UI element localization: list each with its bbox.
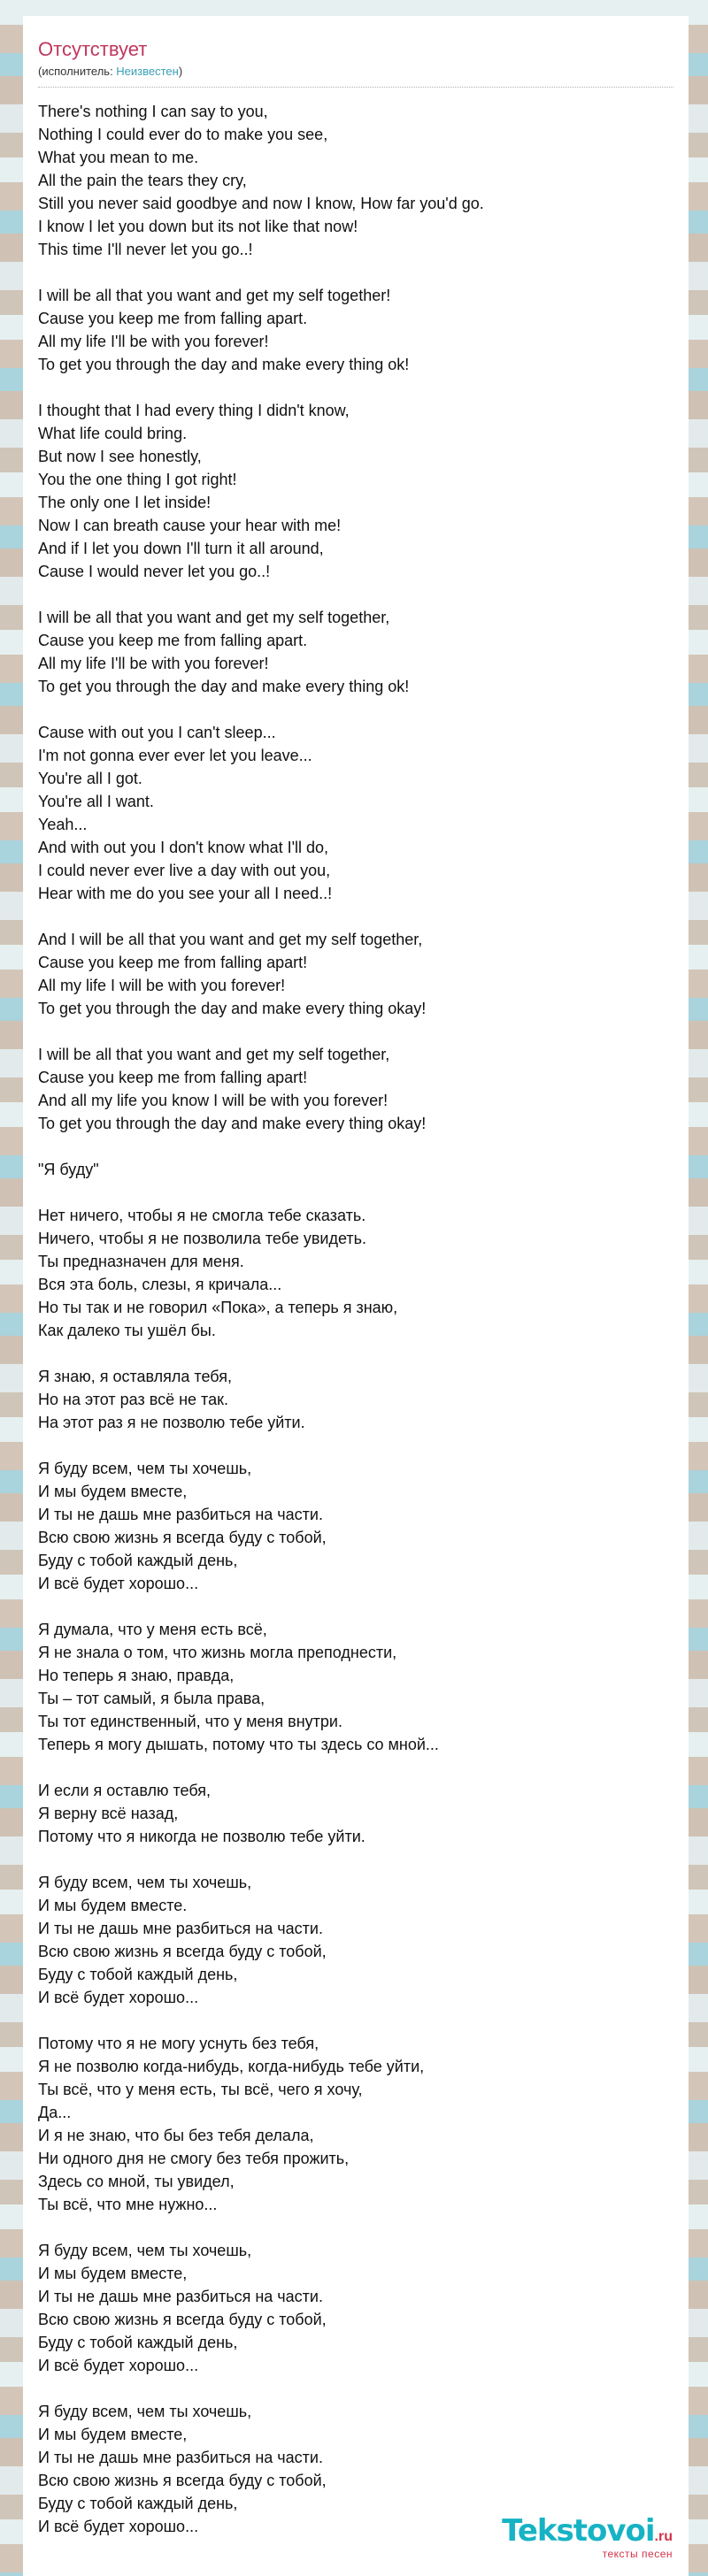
lyric-line: And all my life you know I will be with you forever! [38, 1092, 389, 1109]
lyric-line: Нет ничего, чтобы я не смогла тебе сказать. [38, 1207, 366, 1224]
logo-wordmark [502, 2513, 673, 2549]
lyric-line: Я буду всем, чем ты хочешь, [38, 2242, 252, 2259]
lyric-line: Ни одного дня не смогу без тебя прожить, [38, 2150, 350, 2167]
lyrics-body [38, 100, 673, 2538]
lyric-line [38, 1135, 673, 1158]
lyric-line: Теперь я могу дышать, потому что ты здесь со мной... [38, 1736, 439, 1753]
lyric-line [38, 1181, 673, 1204]
lyric-line: Я не позволю когда-нибудь, когда-нибудь тебе уйти, [38, 2058, 425, 2075]
artist-line [38, 64, 673, 88]
lyric-line: И всё будет хорошо... [38, 2357, 199, 2374]
lyric-line: И мы будем вместе. [38, 1897, 188, 1914]
lyric-line: И ты не дашь мне разбиться на части. [38, 2449, 323, 2466]
lyric-line: Всю свою жизнь я всегда буду с тобой, [38, 1529, 327, 1546]
lyric-line: To get you through the day and make every thing okay! [38, 1000, 427, 1017]
lyric-line: Ты предназначен для меня. [38, 1253, 244, 1270]
lyric-line: Вся эта боль, слезы, я кричала... [38, 1276, 282, 1293]
lyric-line: Потому что я никогда не позволю тебе уйти. [38, 1828, 366, 1845]
lyric-line [38, 261, 673, 284]
lyric-line: Но теперь я знаю, правда, [38, 1667, 235, 1684]
lyric-line: Nothing I could ever do to make you see, [38, 126, 328, 143]
logo-tld: .ru [654, 2529, 673, 2544]
lyric-line: To get you through the day and make every thing ok! [38, 678, 410, 695]
lyrics-sheet [23, 16, 689, 2576]
lyric-line: All my life I'll be with you forever! [38, 333, 269, 350]
lyric-line: I could never ever live a day with out you, [38, 862, 331, 879]
lyric-line [38, 2009, 673, 2032]
lyric-line: I will be all that you want and get my self together, [38, 1046, 390, 1063]
lyric-line: Cause you keep me from falling apart! [38, 1069, 308, 1086]
lyric-line: И я не знаю, что бы без тебя делала, [38, 2127, 314, 2144]
lyric-line: И ты не дашь мне разбиться на части. [38, 1920, 323, 1937]
lyric-line: Я знаю, я оставляла тебя, [38, 1368, 232, 1385]
lyric-line: Ничего, чтобы я не позволила тебе увидеть. [38, 1230, 366, 1247]
lyric-line: Hear with me do you see your all I need..! [38, 885, 333, 902]
lyric-line: Я верну всё назад, [38, 1805, 179, 1822]
song-title: Отсутствует [38, 38, 148, 60]
lyric-line [38, 2377, 673, 2400]
lyric-line: Ты всё, что у меня есть, ты всё, чего я хочу, [38, 2081, 363, 2098]
lyric-line: На этот раз я не позволю тебе уйти. [38, 1414, 305, 1431]
lyric-line: Но ты так и не говорил «Пока», а теперь я знаю, [38, 1299, 398, 1316]
lyric-line: Ты тот единственный, что у меня внутри. [38, 1713, 342, 1730]
lyric-line: Still you never said goodbye and now I know, How far you'd go. [38, 195, 484, 212]
lyric-line: All my life I will be with you forever! [38, 977, 286, 994]
lyric-line [38, 1342, 673, 1365]
lyric-line: И всё будет хорошо... [38, 2518, 199, 2535]
lyric-line: I will be all that you want and get my self together, [38, 609, 390, 626]
lyric-line: Yeah... [38, 816, 88, 833]
lyric-line: Да... [38, 2104, 72, 2121]
lyric-line: Потому что я не могу уснуть без тебя, [38, 2035, 319, 2052]
lyric-line: Буду с тобой каждый день, [38, 2334, 238, 2351]
logo-tagline: тексты песен [602, 2548, 673, 2560]
lyric-line [38, 1756, 673, 1779]
lyric-line [38, 905, 673, 928]
artist-link[interactable]: Неизвестен [116, 65, 179, 78]
lyric-line: The only one I let inside! [38, 494, 212, 511]
lyric-line: Всю свою жизнь я всегда буду с тобой, [38, 2472, 327, 2489]
lyric-line: You're all I want. [38, 793, 154, 810]
lyric-line: И мы будем вместе, [38, 1483, 188, 1500]
lyric-line: Буду с тобой каждый день, [38, 1966, 238, 1983]
lyric-line: What life could bring. [38, 425, 188, 442]
lyric-line: To get you through the day and make every thing okay! [38, 1115, 427, 1132]
lyric-line: You're all I got. [38, 770, 142, 787]
lyric-line: Я буду всем, чем ты хочешь, [38, 1874, 252, 1891]
lyric-line: All the pain the tears they cry, [38, 172, 247, 189]
lyric-line: What you mean to me. [38, 149, 199, 166]
lyric-line [38, 376, 673, 399]
artist-suffix: ) [178, 65, 183, 78]
lyric-line: All my life I'll be with you forever! [38, 655, 269, 672]
lyric-line [38, 1434, 673, 1457]
lyric-line: Буду с тобой каждый день, [38, 1552, 238, 1569]
lyric-line [38, 1020, 673, 1043]
lyric-line: И мы будем вместе, [38, 2426, 188, 2443]
lyric-line [38, 2216, 673, 2239]
lyric-line [38, 698, 673, 721]
lyric-line: И всё будет хорошо... [38, 1575, 199, 1592]
lyric-line: Всю свою жизнь я всегда буду с тобой, [38, 1943, 327, 1960]
lyric-line: Всю свою жизнь я всегда буду с тобой, [38, 2311, 327, 2328]
logo-name: Tekstovoi [502, 2513, 655, 2549]
lyric-line: Я не знала о том, что жизнь могла преподнести, [38, 1644, 397, 1661]
lyric-line: Но на этот раз всё не так. [38, 1391, 228, 1408]
lyric-line: Как далеко ты ушёл бы. [38, 1322, 216, 1339]
lyric-line: There's nothing I can say to you, [38, 103, 268, 120]
lyric-line: And if I let you down I'll turn it all around, [38, 540, 324, 557]
lyric-line: I'm not gonna ever ever let you leave... [38, 747, 312, 764]
lyric-line: I thought that I had every thing I didn't know, [38, 402, 350, 419]
lyric-line: Cause with out you I can't sleep... [38, 724, 276, 741]
lyric-line: I will be all that you want and get my self together! [38, 287, 391, 304]
lyric-line: Я буду всем, чем ты хочешь, [38, 1460, 252, 1477]
lyric-line [38, 1848, 673, 1871]
lyric-line: Я буду всем, чем ты хочешь, [38, 2403, 252, 2420]
lyric-line: Cause you keep me from falling apart. [38, 632, 308, 649]
lyric-line: But now I see honestly, [38, 448, 202, 465]
lyric-line [38, 1595, 673, 1618]
lyric-line: "Я буду" [38, 1161, 99, 1178]
lyric-line: И ты не дашь мне разбиться на части. [38, 2288, 323, 2305]
lyric-line: Cause you keep me from falling apart! [38, 954, 308, 971]
lyric-line: You the one thing I got right! [38, 471, 237, 488]
lyric-line: И ты не дашь мне разбиться на части. [38, 1506, 323, 1523]
lyric-line: Буду с тобой каждый день, [38, 2495, 238, 2512]
lyric-line: И если я оставлю тебя, [38, 1782, 211, 1799]
lyric-line: Здесь со мной, ты увидел, [38, 2173, 235, 2190]
lyric-line: And I will be all that you want and get my self together, [38, 931, 423, 948]
lyric-line: И мы будем вместе, [38, 2265, 188, 2282]
lyric-line: Я думала, что у меня есть всё, [38, 1621, 267, 1638]
artist-prefix: (исполнитель: [38, 65, 117, 78]
lyric-line [38, 583, 673, 606]
lyric-line: Cause I would never let you go..! [38, 563, 271, 580]
lyric-line: И всё будет хорошо... [38, 1989, 199, 2006]
lyric-line: Ты всё, что мне нужно... [38, 2196, 218, 2213]
lyric-line: Now I can breath cause your hear with me! [38, 517, 342, 534]
lyric-line: Ты – тот самый, я была права, [38, 1690, 266, 1707]
lyric-line: To get you through the day and make every thing ok! [38, 356, 410, 373]
lyric-line: I know I let you down but its not like that now! [38, 218, 358, 235]
lyric-line: This time I'll never let you go..! [38, 241, 253, 258]
site-logo[interactable] [502, 2513, 673, 2560]
lyric-line: Cause you keep me from falling apart. [38, 310, 308, 327]
lyric-line: And with out you I don't know what I'll do, [38, 839, 329, 856]
